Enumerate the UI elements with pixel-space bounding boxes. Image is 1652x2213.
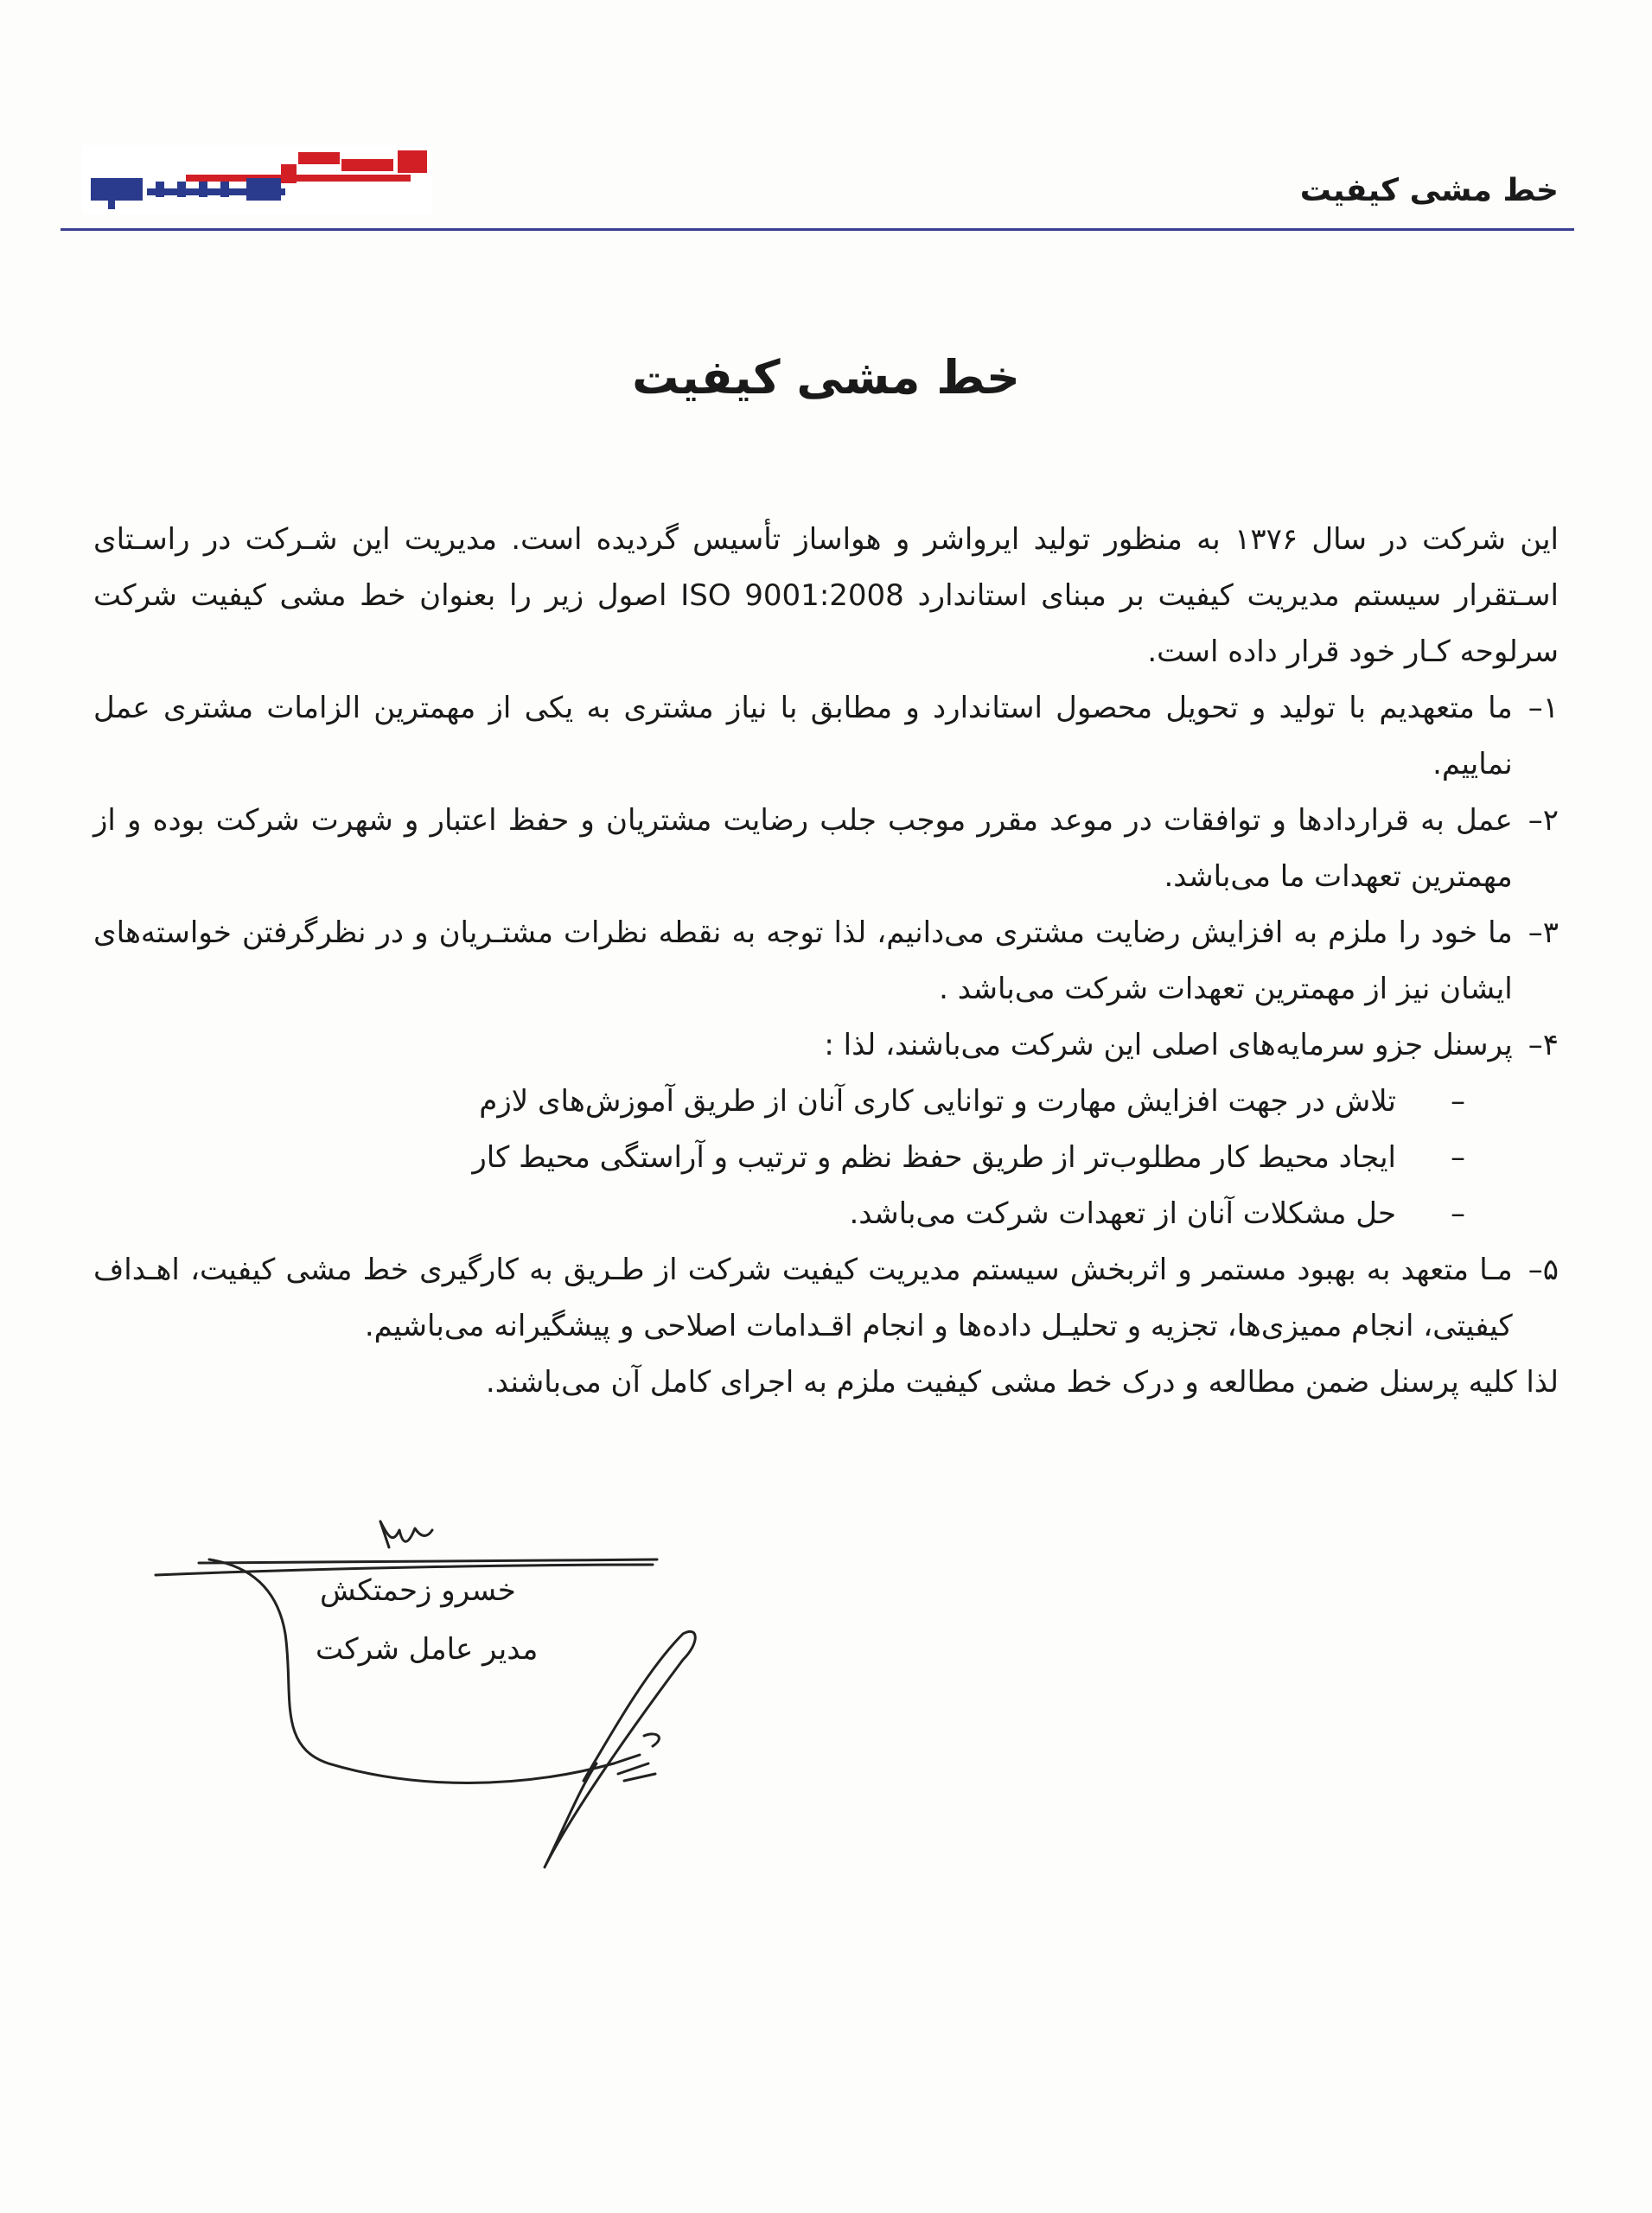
sub-item (93, 1130, 1559, 1186)
list-item (93, 793, 1559, 905)
sub-item-dash: – (1451, 1140, 1465, 1175)
item-text: عمل به قراردادها و توافقات در موعد مقرر موجب جلب رضایت مشتریان و حفظ اعتبار و شهرت شرکت بوده و از مهمترین تعهدات ما می‌باشد. (93, 803, 1513, 894)
item-text: پرسنل جزو سرمایه‌های اصلی این شرکت می‌باشند، لذا : (824, 1028, 1513, 1062)
list-item (93, 680, 1559, 793)
list-item (93, 1017, 1559, 1074)
sub-item-text: ایجاد محیط کار مطلوب‌تر از طریق حفظ نظم و ترتیب و آراستگی محیط کار (472, 1140, 1396, 1175)
item-text: ما خود را ملزم به افزایش رضایت مشتری می‌دانیم، لذا توجه به نقطه نظرات مشتـریان و در نظرگرفتن خواسته‌های ایشان نیز از مهمترین تعهدات شرکت می‌باشد . (93, 915, 1513, 1006)
document-title: خط مشی کیفیت (632, 350, 1020, 405)
item-number: ۵– (1528, 1253, 1559, 1287)
signer-title: مدیر عامل شرکت (316, 1632, 539, 1667)
sub-item (93, 1186, 1559, 1242)
sub-item-dash: – (1451, 1196, 1465, 1231)
closing-paragraph: لذا کلیه پرسنل ضمن مطالعه و درک خط مشی کیفیت ملزم به اجرای کامل آن می‌باشند. (485, 1365, 1559, 1400)
header-divider (61, 228, 1574, 231)
item-number: ۳– (1528, 915, 1559, 950)
sub-item-dash: – (1451, 1084, 1465, 1119)
list-item (93, 905, 1559, 1017)
sub-item-text: تلاش در جهت افزایش مهارت و توانایی کاری آنان از طریق آموزش‌های لازم (479, 1084, 1396, 1119)
item-text: مـا متعهد به بهبود مستمر و اثربخش سیستم مدیریت کیفیت شرکت از طـریق به کارگیری خط مشی کیفیت، اهـداف کیفیتی، انجام ممیزی‌ها، تجزیه و تحلیـل داده‌ها و انجام اقـدامات اصلاحی و پیشگیرانه می‌باشیم. (93, 1253, 1513, 1343)
company-logo (82, 145, 432, 214)
sub-item (93, 1074, 1559, 1130)
list-item (93, 1242, 1559, 1355)
header-title: خط مشی کیفیت (1299, 173, 1559, 208)
intro-paragraph: این شرکت در سال ۱۳۷۶ به منظور تولید ایرواشر و هواساز تأسیس گردیده است. مدیریت این شـرکت در راسـتای اسـتقرار سیستم مدیریت کیفیت بر مبنای استاندارد ISO 9001:2008 اصول زیر را بعنوان خط مشی کیفیت شرکت سرلوحه کـار خود قرار داده است. (93, 522, 1560, 669)
item-number: ۲– (1528, 803, 1559, 838)
item-number: ۴– (1528, 1028, 1559, 1062)
sub-item-text: حل مشکلات آنان از تعهدات شرکت می‌باشد. (849, 1196, 1396, 1231)
document-body (93, 512, 1559, 1411)
item-text: ما متعهدیم با تولید و تحویل محصول استاندارد و مطابق با نیاز مشتری به یکی از مهمترین الزامات مشتری عمل نماییم. (93, 691, 1513, 781)
handwritten-signature (130, 1504, 804, 1885)
item-number: ۱– (1528, 691, 1559, 725)
signer-name: خسرو زحمتکش (320, 1573, 516, 1608)
